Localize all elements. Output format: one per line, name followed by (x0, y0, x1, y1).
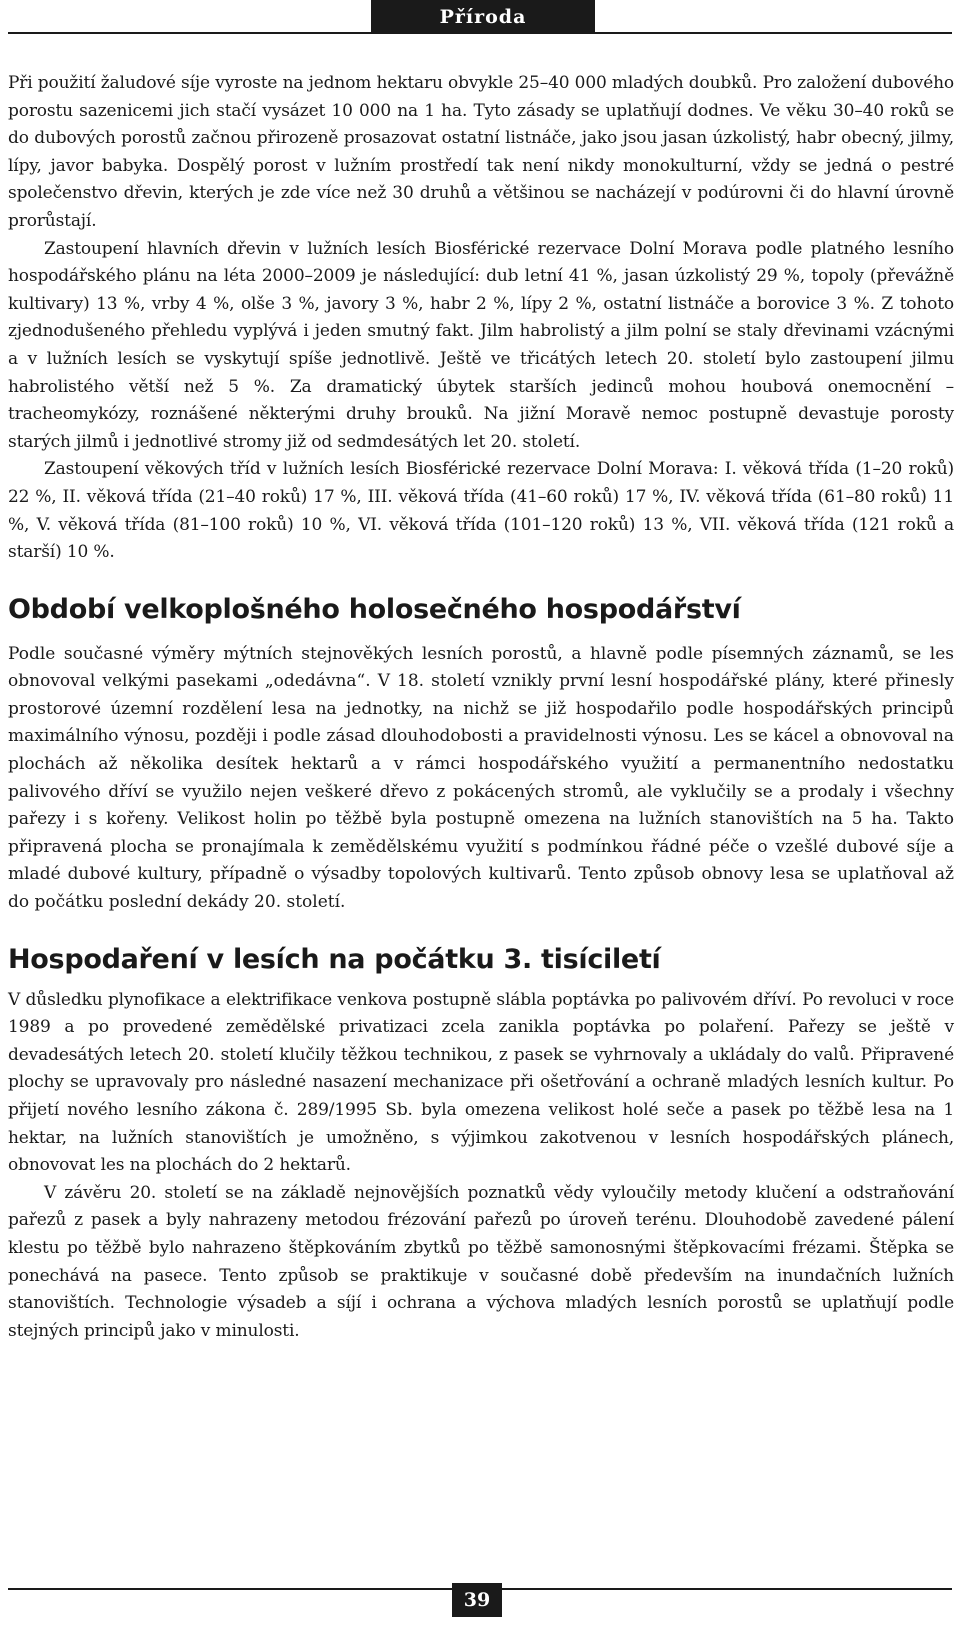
paragraph-5: V důsledku plynofikace a elektrifikace venkova postupně slábla poptávka po palivovém dříví. Po revoluci v roce 1989 a po provedené zemědělské privatizaci zcela zanikla poptávka po polaření. Pařezy se ještě v devadesátých letech 20. století klučily těžkou technikou, z pasek se vyhrnovaly a ukládaly do valů. Připravené plochy se upravovaly pro následné nasazení mechanizace při ošetřování a ochraně mladých lesních kultur. Po přijetí nového lesního zákona č. 289/1995 Sb. byla omezena velikost holé seče a pasek po těžbě lesa na 1 hektar, na lužních stanovištích je umožněno, s výjimkou zakotvenou v lesních hospodářských plánech, obnovovat les na plochách do 2 hektarů. (8, 989, 954, 1176)
paragraph-3: Zastoupení věkových tříd v lužních lesích Biosférické rezervace Dolní Morava: I. věková třída (1–20 roků) 22 %, II. věková třída (21–40 roků) 17 %, III. věková třída (41–60 roků) 17 %, IV. věková třída (61–80 roků) 11 %, V. věková třída (81–100 roků) 10 %, VI. věková třída (101–120 roků) 13 %, VII. věková třída (121 roků a starší) 10 %. (8, 459, 954, 563)
article-body (8, 70, 954, 1345)
page-number: 39 (452, 1583, 502, 1617)
paragraph-2: Zastoupení hlavních dřevin v lužních lesích Biosférické rezervace Dolní Morava podle platného lesního hospodářského plánu na léta 2000–2009 je následující: dub letní 41 %, jasan úzkolistý 29 %, topoly (převážně kultivary) 13 %, vrby 4 %, olše 3 %, javory 3 %, habr 2 %, lípy 2 %, ostatní listnáče a borovice 3 %. Z tohoto zjednodušeného přehledu vyplývá i jeden smutný fakt. Jilm habrolistý a jilm polní se staly dřevinami vzácnými a v lužních lesích se vyskytují spíše jednotlivě. Ještě ve třicátých letech 20. století bylo zastoupení jilmu habrolistého větší než 5 %. Za dramatický úbytek starších jedinců mohou houbová onemocnění – tracheomykózy, roznášené některými druhy brouků. Na jižní Moravě nemoc postupně devastuje porosty starých jilmů i jednotlivé stromy již od sedmdesátých let 20. století. (8, 238, 954, 452)
paragraph-1: Při použití žaludové síje vyroste na jednom hektaru obvykle 25–40 000 mladých doubků. Pro založení dubového porostu sazenicemi jich stačí vysázet 10 000 na 1 ha. Tyto zásady se uplatňují dodnes. Ve věku 30–40 roků se do dubových porostů začnou přirozeně prosazovat ostatní listnáče, jako jsou jasan úzkolistý, habr obecný, jilmy, lípy, javor babyka. Dospělý porost v lužním prostředí tak není nikdy monokulturní, vždy se jedná o pestré společenstvo dřevin, kterých je zde více než 30 druhů a většinou se nacházejí v podúrovni či do hlavní úrovně prorůstají. (8, 73, 954, 231)
section-heading-1: Období velkoplošného holosečného hospodářství (8, 593, 741, 625)
paragraph-6: V závěru 20. století se na základě nejnovějších poznatků vědy vyloučily metody klučení a odstraňování pařezů z pasek a byly nahrazeny metodou frézování pařezů po úroveň terénu. Dlouhodobě zavedené pálení klestu po těžbě bylo nahrazeno štěpkováním zbytků po těžbě samonosnými štěpkovacími frézami. Štěpka se ponechává na pasece. Tento způsob se praktikuje v současné době především na inundačních lužních stanovištích. Technologie výsadeb a síjí i ochrana a výchova mladých lesních porostů se uplatňují podle stejných principů jako v minulosti. (8, 1182, 954, 1341)
header-rule (8, 32, 952, 34)
paragraph-4: Podle současné výměry mýtních stejnověkých lesních porostů, a hlavně podle písemných záznamů, se les obnovoval velkými pasekami „odedávna“. V 18. století vznikly první lesní hospodářské plány, které přinesly prostorové územní rozdělení lesa na jednotky, na nichž se již hospodařilo podle hospodářských principů maximálního výnosu, později i podle zásad dlouhodobosti a pravidelnosti výnosu. Les se kácel a obnovoval na plochách až několika desítek hektarů a v rámci hospodářského využití a permanentního nedostatku palivového dříví se využilo nejen veškeré dřevo z pokácených stromů, ale vyklučily se a prodaly i všechny pařezy i s kořeny. Velikost holin po těžbě byla postupně omezena na lužních stanovištích na 5 ha. Takto připravená plocha se pronajímala k zemědělskému využití s podmínkou řádné péče o vzešlé dubové síje a mladé dubové kultury, případně o výsadby topolových kultivarů. Tento způsob obnovy lesa se uplatňoval až do počátku poslední dekády 20. století. (8, 643, 954, 913)
section-title: Příroda (371, 0, 595, 32)
section-heading-2: Hospodaření v lesích na počátku 3. tisíciletí (8, 943, 661, 975)
